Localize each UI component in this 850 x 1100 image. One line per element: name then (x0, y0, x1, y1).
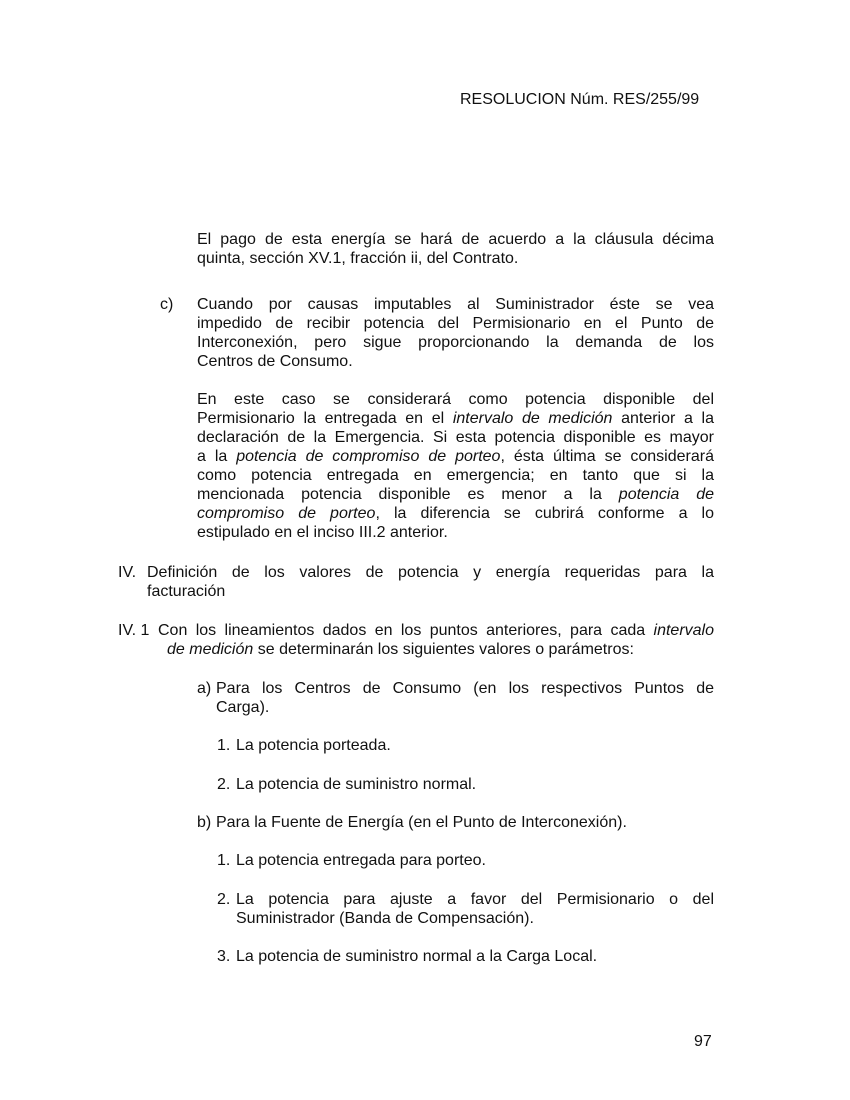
text-line: declaración de la Emergencia. Si esta potencia disponible es mayor (197, 429, 714, 446)
text-line: Cuando por causas imputables al Suministrador éste se vea (197, 296, 714, 313)
text-line: Para los Centros de Consumo (en los respectivos Puntos de (216, 680, 714, 697)
text-line: En este caso se considerará como potencia disponible del (197, 391, 714, 408)
text-line: Con los lineamientos dados en los puntos anteriores, para cada intervalo (158, 622, 714, 639)
sublist-marker: 1. (217, 737, 231, 754)
sublist-item: La potencia de suministro normal. (236, 776, 477, 793)
text-line: El pago de esta energía se hará de acuerdo a la cláusula décima (197, 231, 714, 248)
list-marker: a) (197, 680, 212, 697)
sublist-marker: 2. (217, 891, 231, 908)
list-item-c (197, 295, 714, 371)
document-header: RESOLUCION Núm. RES/255/99 (460, 91, 700, 108)
sublist-marker: 3. (217, 948, 231, 965)
sublist-marker: 1. (217, 852, 231, 869)
list-marker: c) (160, 296, 174, 313)
italic-term: intervalo (653, 622, 714, 639)
text-line: facturación (147, 583, 226, 600)
text-line: Definición de los valores de potencia y energía requeridas para la (147, 564, 714, 581)
page-number: 97 (694, 1033, 712, 1050)
list-item-a (216, 679, 714, 717)
text-line: compromiso de porteo, la diferencia se cubrirá conforme a lo (197, 505, 715, 522)
italic-term: intervalo de medición (452, 410, 613, 427)
paragraph-emergency (197, 390, 714, 542)
italic-term: potencia de (618, 486, 715, 503)
text-line: Permisionario la entregada en el intervalo de medición anterior a la (197, 410, 714, 427)
list-marker: b) (197, 814, 212, 831)
text-line: Interconexión, pero sigue proporcionando la demanda de los (197, 334, 714, 351)
text-line: La potencia para ajuste a favor del Permisionario o del (236, 891, 714, 908)
italic-term: potencia de compromiso de porteo (236, 448, 501, 465)
section-iv1-text (158, 621, 714, 640)
italic-term: compromiso de porteo (197, 505, 376, 522)
sublist-item: La potencia porteada. (236, 737, 391, 754)
text-line: Centros de Consumo. (197, 353, 353, 370)
section-marker: IV. 1 (118, 622, 150, 639)
italic-term: de medición (167, 641, 254, 658)
text-line: mencionada potencia disponible es menor a la potencia de (197, 486, 715, 503)
section-iv-heading (147, 563, 714, 601)
text-line: a la potencia de compromiso de porteo, ésta última se considerará (197, 448, 714, 465)
sublist-item: La potencia entregada para porteo. (236, 852, 486, 869)
paragraph-payment (197, 230, 714, 268)
section-iv1-text-cont (167, 640, 714, 659)
text-line: impedido de recibir potencia del Permisionario en el Punto de (197, 315, 714, 332)
list-item-b: Para la Fuente de Energía (en el Punto de Interconexión). (216, 814, 627, 831)
text-line: Carga). (216, 699, 270, 716)
sublist-marker: 2. (217, 776, 231, 793)
section-marker: IV. (118, 564, 137, 581)
sublist-item: La potencia de suministro normal a la Carga Local. (236, 948, 598, 965)
text-line: estipulado en el inciso III.2 anterior. (197, 524, 448, 541)
text-line: de medición se determinarán los siguientes valores o parámetros: (167, 641, 634, 658)
text-line: Suministrador (Banda de Compensación). (236, 910, 534, 927)
sublist-item (236, 890, 714, 928)
text-line: quinta, sección XV.1, fracción ii, del Contrato. (197, 250, 519, 267)
text-line: como potencia entregada en emergencia; en tanto que si la (197, 467, 714, 484)
